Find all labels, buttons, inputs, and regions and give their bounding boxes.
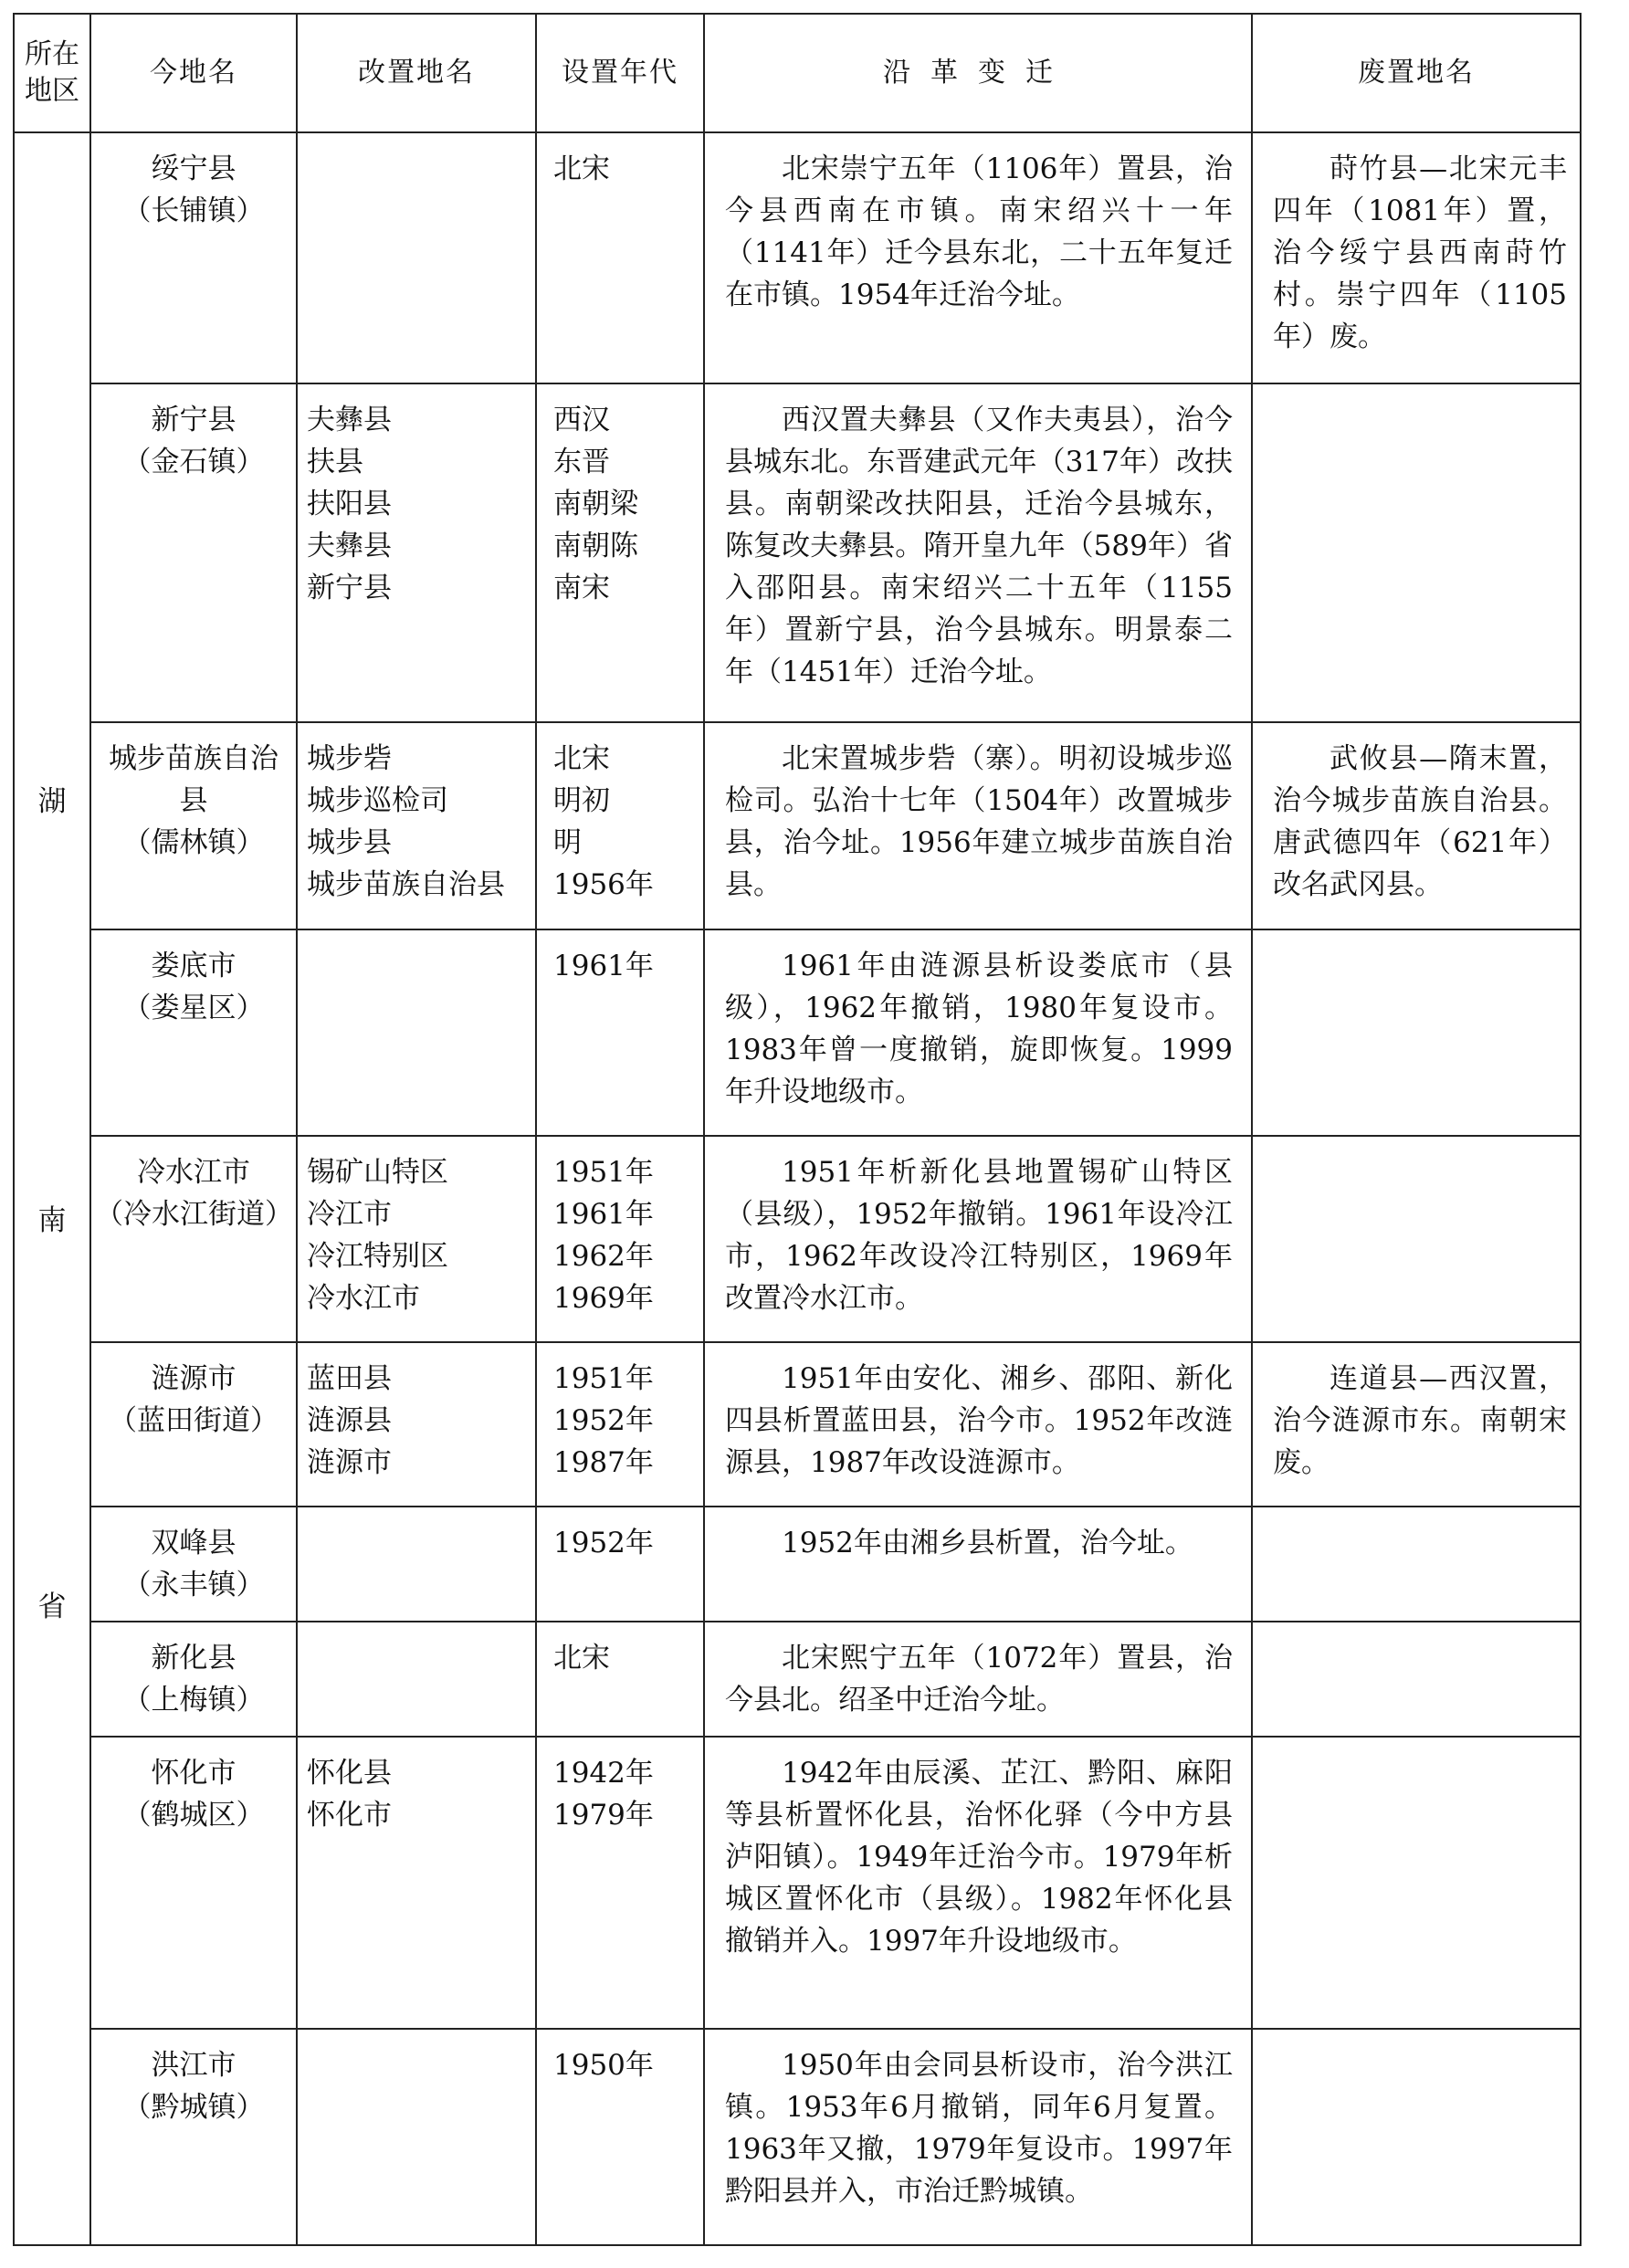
current-name-cell xyxy=(90,1136,297,1342)
established-item: 1961年 xyxy=(553,1197,654,1231)
table-row xyxy=(14,1507,1581,1622)
current-name: 娄底市 xyxy=(151,949,236,982)
established-item: 1951年 xyxy=(553,1155,654,1189)
header-abolished: 废置地名 xyxy=(1252,14,1581,132)
renamed-item: 涟源市 xyxy=(307,1446,392,1480)
current-name: 新宁县 xyxy=(151,404,236,437)
history-text: 北宋熙宁五年（1072年）置县，治今县北。绍圣中迁治今址。 xyxy=(704,1622,1252,1737)
table-row xyxy=(14,383,1581,722)
history-text: 西汉置夫彝县（又作夫夷县），治今县城东北。东晋建武元年（317年）改扶县。南朝梁改扶阳县，迁治今县城东，陈复改夫彝县。隋开皇九年（589年）省入邵阳县。南宋绍兴二十五年（1155年）置新宁县，治今县城东。明景泰二年（1451年）迁治今址。 xyxy=(704,383,1252,722)
renamed-item: 夫彝县 xyxy=(307,404,392,437)
current-name-cell xyxy=(90,1737,297,2029)
renamed-item: 锡矿山特区 xyxy=(307,1155,448,1189)
seat-name: （儒林镇） xyxy=(122,826,265,860)
abolished-text xyxy=(1252,383,1581,722)
seat-name: （金石镇） xyxy=(122,446,265,479)
abolished-text xyxy=(1252,929,1581,1136)
abolished-text: 武攸县—隋末置，治今城步苗族自治县。唐武德四年（621年）改名武冈县。 xyxy=(1252,722,1581,929)
established-cell xyxy=(536,1342,704,1506)
current-name: 绥宁县 xyxy=(151,152,236,185)
established-item: 1942年 xyxy=(553,1757,654,1790)
established-item: 北宋 xyxy=(553,742,610,776)
table-row xyxy=(14,2029,1581,2245)
abolished-text: 莳竹县—北宋元丰四年（1081年）置，治今绥宁县西南莳竹村。崇宁四年（1105年）废。 xyxy=(1252,132,1581,383)
established-item: 1950年 xyxy=(553,2049,654,2083)
table-row xyxy=(14,1622,1581,1737)
renamed-cell xyxy=(297,1507,536,1622)
history-text: 北宋置城步砦（寨）。明初设城步巡检司。弘治十七年（1504年）改置城步县，治今址。1956年建立城步苗族自治县。 xyxy=(704,722,1252,929)
seat-name: （蓝田街道） xyxy=(109,1404,279,1438)
established-item: 明 xyxy=(553,826,582,860)
renamed-cell xyxy=(297,1342,536,1506)
history-text: 1942年由辰溪、芷江、黔阳、麻阳等县析置怀化县，治怀化驿（今中方县泸阳镇）。1949年迁治今市。1979年析城区置怀化市（县级）。1982年怀化县撤销并入。1997年升设地级市。 xyxy=(704,1737,1252,2029)
renamed-cell xyxy=(297,383,536,722)
history-text: 1951年析新化县地置锡矿山特区（县级），1952年撤销。1961年设冷江市，1962年改设冷江特别区，1969年改置冷水江市。 xyxy=(704,1136,1252,1342)
header-region: 所在地区 xyxy=(14,14,90,132)
abolished-text xyxy=(1252,1737,1581,2029)
established-item: 1969年 xyxy=(553,1281,654,1315)
current-name: 怀化市 xyxy=(151,1757,236,1790)
renamed-item: 冷水江市 xyxy=(307,1281,420,1315)
abolished-text xyxy=(1252,1622,1581,1737)
table-row xyxy=(14,1737,1581,2029)
renamed-item: 扶县 xyxy=(307,446,363,479)
table-row xyxy=(14,132,1581,383)
history-text: 1950年由会同县析设市，治今洪江镇。1953年6月撤销，同年6月复置。1963年又撤，1979年复设市。1997年黔阳县并入，市治迁黔城镇。 xyxy=(704,2029,1252,2245)
established-item: 1951年 xyxy=(553,1362,654,1396)
region-glyph: 南 xyxy=(37,1204,67,1237)
renamed-item: 新宁县 xyxy=(307,572,392,605)
abolished-text: 连道县—西汉置，治今涟源市东。南朝宋废。 xyxy=(1252,1342,1581,1506)
established-cell xyxy=(536,1737,704,2029)
established-item: 1987年 xyxy=(553,1446,654,1480)
current-name-cell xyxy=(90,132,297,383)
seat-name: （冷水江街道） xyxy=(95,1197,293,1231)
current-name: 双峰县 xyxy=(151,1526,236,1559)
renamed-cell xyxy=(297,1622,536,1737)
current-name: 新化县 xyxy=(151,1641,236,1675)
renamed-cell xyxy=(297,1136,536,1342)
established-item: 1952年 xyxy=(553,1526,654,1559)
established-item: 南朝陈 xyxy=(553,530,638,563)
established-item: 北宋 xyxy=(553,152,610,185)
established-cell xyxy=(536,722,704,929)
current-name: 冷水江市 xyxy=(137,1155,250,1189)
table-row xyxy=(14,929,1581,1136)
current-name: 城步苗族自治县 xyxy=(109,742,279,818)
seat-name: （永丰镇） xyxy=(122,1568,265,1601)
renamed-item: 夫彝县 xyxy=(307,530,392,563)
renamed-item: 涟源县 xyxy=(307,1404,392,1438)
established-cell xyxy=(536,132,704,383)
established-item: 东晋 xyxy=(553,446,610,479)
table-row xyxy=(14,1136,1581,1342)
renamed-cell xyxy=(297,2029,536,2245)
renamed-item: 怀化市 xyxy=(307,1799,392,1832)
history-text: 北宋崇宁五年（1106年）置县，治今县西南在市镇。南宋绍兴十一年（1141年）迁今县东北，二十五年复迁在市镇。1954年迁治今址。 xyxy=(704,132,1252,383)
seat-name: （黔城镇） xyxy=(122,2091,265,2125)
renamed-item: 冷江市 xyxy=(307,1197,392,1231)
current-name-cell xyxy=(90,1342,297,1506)
current-name-cell xyxy=(90,2029,297,2245)
renamed-item: 蓝田县 xyxy=(307,1362,392,1396)
history-text: 1951年由安化、湘乡、邵阳、新化四县析置蓝田县，治今市。1952年改涟源县，1987年改设涟源市。 xyxy=(704,1342,1252,1506)
established-item: 1979年 xyxy=(553,1799,654,1832)
established-cell xyxy=(536,1507,704,1622)
seat-name: （上梅镇） xyxy=(122,1683,265,1717)
history-text: 1952年由湘乡县析置，治今址。 xyxy=(704,1507,1252,1622)
region-glyph: 湖 xyxy=(37,785,67,818)
renamed-item: 城步巡检司 xyxy=(307,784,448,818)
established-item: 1956年 xyxy=(553,868,654,902)
established-item: 1961年 xyxy=(553,949,654,982)
renamed-item: 怀化县 xyxy=(307,1757,392,1790)
established-item: 1952年 xyxy=(553,1404,654,1438)
established-cell xyxy=(536,1136,704,1342)
seat-name: （长铺镇） xyxy=(122,194,265,227)
established-item: 南宋 xyxy=(553,572,610,605)
abolished-text xyxy=(1252,1136,1581,1342)
established-cell xyxy=(536,383,704,722)
established-item: 南朝梁 xyxy=(553,488,638,521)
renamed-cell xyxy=(297,929,536,1136)
established-cell xyxy=(536,2029,704,2245)
table-row xyxy=(14,1342,1581,1506)
current-name-cell xyxy=(90,1622,297,1737)
current-name-cell xyxy=(90,383,297,722)
established-cell xyxy=(536,929,704,1136)
region-glyph: 省 xyxy=(37,1591,67,1623)
header-history: 沿革变迁 xyxy=(704,14,1252,132)
current-name-cell xyxy=(90,722,297,929)
renamed-item: 城步苗族自治县 xyxy=(307,868,505,902)
established-item: 明初 xyxy=(553,784,610,818)
renamed-item: 城步砦 xyxy=(307,742,392,776)
abolished-text xyxy=(1252,1507,1581,1622)
renamed-item: 冷江特别区 xyxy=(307,1239,448,1273)
header-current-name: 今地名 xyxy=(90,14,297,132)
renamed-cell xyxy=(297,722,536,929)
established-cell xyxy=(536,1622,704,1737)
region-cell xyxy=(14,132,90,2245)
header-renamed: 改置地名 xyxy=(297,14,536,132)
history-text: 1961年由涟源县析设娄底市（县级），1962年撤销，1980年复设市。1983年曾一度撤销，旋即恢复。1999年升设地级市。 xyxy=(704,929,1252,1136)
established-item: 西汉 xyxy=(553,404,610,437)
renamed-item: 城步县 xyxy=(307,826,392,860)
current-name: 洪江市 xyxy=(151,2049,236,2083)
table-row xyxy=(14,722,1581,929)
renamed-item: 扶阳县 xyxy=(307,488,392,521)
established-item: 1962年 xyxy=(553,1239,654,1273)
current-name-cell xyxy=(90,1507,297,1622)
region-label xyxy=(15,133,89,1628)
history-table xyxy=(13,13,1582,2246)
seat-name: （娄星区） xyxy=(122,991,265,1024)
abolished-text xyxy=(1252,2029,1581,2245)
current-name: 涟源市 xyxy=(151,1362,236,1396)
renamed-cell xyxy=(297,132,536,383)
established-item: 北宋 xyxy=(553,1641,610,1675)
header-established: 设置年代 xyxy=(536,14,704,132)
header-row xyxy=(14,14,1581,132)
current-name-cell xyxy=(90,929,297,1136)
seat-name: （鹤城区） xyxy=(122,1799,265,1832)
renamed-cell xyxy=(297,1737,536,2029)
